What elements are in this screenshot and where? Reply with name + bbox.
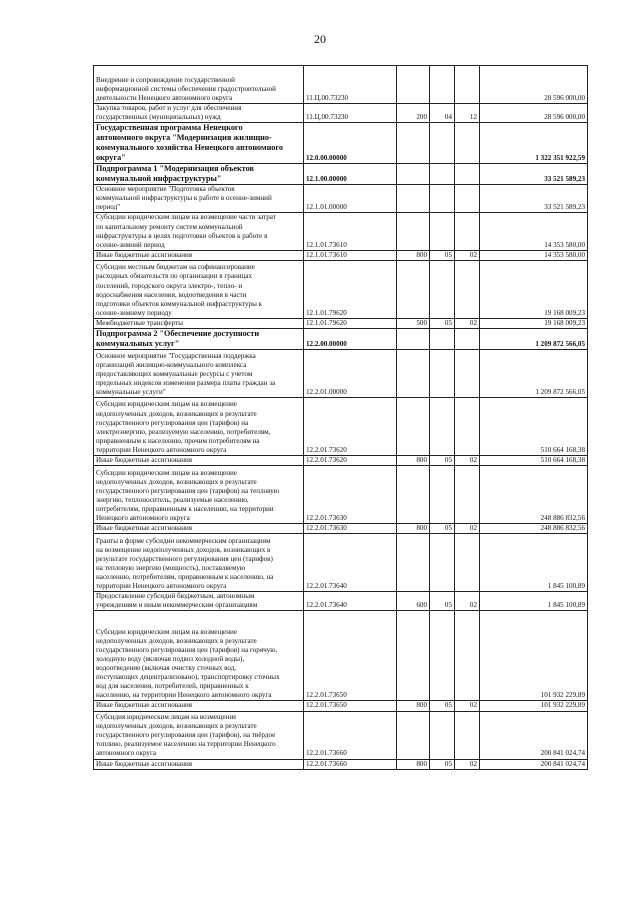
row-amount-cell: 28 596 000,00 (480, 66, 588, 104)
row-name-cell: Субсидии юридическим лицам на возмещение части затрат по капитальному ремонту систем коммунальной инфраструктуры в целях подготовки объектов к работе в осенне-зимний период (94, 213, 304, 250)
row-amount-cell: 14 353 580,00 (480, 250, 588, 260)
row-amount-cell: 1 209 872 566,05 (480, 329, 588, 350)
row-subsection-cell: 02 (455, 524, 480, 534)
row-name-cell: Государственная программа Ненецкого автономного округа "Модернизация жилищно- коммунального хозяйства Ненецкого автономного округа" (94, 123, 304, 164)
row-expense-type-cell: 800 (397, 701, 430, 711)
row-expense-type-cell (397, 329, 430, 350)
row-name-cell: Иные бюджетные ассигнования (94, 524, 304, 534)
row-code-cell: 12.1.01.79620 (304, 260, 397, 318)
row-subsection-cell: 02 (455, 250, 480, 260)
row-name-cell: Закупка товаров, работ и услуг для обеспечения государственных (муниципальных) нужд (94, 104, 304, 123)
row-amount-cell: 1 845 100,89 (480, 534, 588, 592)
table-row (94, 534, 588, 592)
row-subsection-cell (455, 711, 480, 759)
budget-table-body (94, 66, 588, 770)
row-section-cell (430, 329, 455, 350)
row-section-cell (430, 711, 455, 759)
row-code-cell: 12.2.01.00000 (304, 350, 397, 398)
row-subsection-cell (455, 260, 480, 318)
row-section-cell (430, 123, 455, 164)
row-subsection-cell: 02 (455, 318, 480, 328)
row-name-cell: Межбюджетные трансферты (94, 318, 304, 328)
row-expense-type-cell (397, 534, 430, 592)
table-row (94, 524, 588, 534)
budget-table (93, 65, 588, 770)
row-name-cell: Иные бюджетные ассигнования (94, 456, 304, 466)
row-code-cell: 12.2.00.00000 (304, 329, 397, 350)
row-section-cell (430, 164, 455, 185)
row-name-cell: Иные бюджетные ассигнования (94, 250, 304, 260)
row-subsection-cell (455, 213, 480, 250)
row-expense-type-cell (397, 398, 430, 456)
table-row (94, 398, 588, 456)
row-section-cell (430, 213, 455, 250)
row-expense-type-cell: 800 (397, 456, 430, 466)
row-code-cell: 12.1.00.00000 (304, 164, 397, 185)
row-subsection-cell (455, 66, 480, 104)
row-code-cell: 12.2.01.73660 (304, 759, 397, 769)
row-code-cell: 12.1.01.00000 (304, 185, 397, 213)
row-name-cell: Субсидия юридическим лицам на возмещение недополученных доходов, возникающих в результате государственного регулирования цен (тарифов), на твёрдое топливо, реализуемое населению на территории Ненецкого автономного округа (94, 711, 304, 759)
row-code-cell: 11.Ц.00.73230 (304, 66, 397, 104)
row-expense-type-cell: 200 (397, 104, 430, 123)
table-row (94, 592, 588, 611)
row-amount-cell: 33 521 589,23 (480, 164, 588, 185)
row-name-cell: Основное мероприятие "Государственная поддержка организаций жилищно-коммунального комплекса предоставляющих коммунальные ресурсы с учетом предельных индексов изменения размера платы граждан за коммунальные услуги" (94, 350, 304, 398)
table-row (94, 318, 588, 328)
row-amount-cell: 1 209 872 566,05 (480, 350, 588, 398)
table-row (94, 759, 588, 769)
table-row (94, 701, 588, 711)
row-expense-type-cell (397, 350, 430, 398)
row-amount-cell: 101 932 229,89 (480, 611, 588, 701)
row-amount-cell: 19 168 009,23 (480, 260, 588, 318)
row-section-cell (430, 260, 455, 318)
row-code-cell: 12.2.01.73630 (304, 466, 397, 524)
row-section-cell: 05 (430, 524, 455, 534)
row-section-cell: 04 (430, 104, 455, 123)
row-name-cell: Иные бюджетные ассигнования (94, 701, 304, 711)
row-expense-type-cell: 500 (397, 318, 430, 328)
row-section-cell (430, 611, 455, 701)
table-row (94, 329, 588, 350)
row-amount-cell: 28 596 000,00 (480, 104, 588, 123)
table-row (94, 350, 588, 398)
row-subsection-cell (455, 123, 480, 164)
row-amount-cell: 200 841 024,74 (480, 711, 588, 759)
row-subsection-cell: 02 (455, 592, 480, 611)
row-name-cell: Подпрограмма 1 "Модернизация объектов коммунальной инфраструктуры" (94, 164, 304, 185)
row-code-cell: 12.2.01.73650 (304, 611, 397, 701)
row-code-cell: 12.2.01.73660 (304, 711, 397, 759)
row-section-cell (430, 350, 455, 398)
row-subsection-cell: 12 (455, 104, 480, 123)
row-code-cell: 12.1.01.79620 (304, 318, 397, 328)
row-subsection-cell (455, 534, 480, 592)
row-amount-cell: 1 322 351 922,59 (480, 123, 588, 164)
row-section-cell: 05 (430, 250, 455, 260)
row-amount-cell: 248 886 832,56 (480, 524, 588, 534)
row-name-cell: Основное мероприятие "Подготовка объектов коммунальной инфраструктуры к работе в осенне-зимний период" (94, 185, 304, 213)
row-subsection-cell (455, 350, 480, 398)
row-subsection-cell: 02 (455, 759, 480, 769)
row-expense-type-cell (397, 185, 430, 213)
row-code-cell: 12.2.01.73640 (304, 534, 397, 592)
row-subsection-cell (455, 398, 480, 456)
row-code-cell: 12.0.00.00000 (304, 123, 397, 164)
row-section-cell (430, 66, 455, 104)
row-section-cell (430, 185, 455, 213)
table-row (94, 66, 588, 104)
row-name-cell: Субсидии юридическим лицам на возмещение недополученных доходов, возникающих в результате государственного регулирования цен (тарифов) на горячую, холодную воду (включая подвоз холодной воды), водоотведение (включая очистку сточных вод, поступающих децентрализовано), транспортировку сточных вод для населения, потребителей, приравненных к населению, на территории Ненецкого автономного округа (94, 611, 304, 701)
row-subsection-cell (455, 185, 480, 213)
row-section-cell (430, 534, 455, 592)
row-amount-cell: 248 886 832,56 (480, 466, 588, 524)
row-section-cell: 05 (430, 456, 455, 466)
row-expense-type-cell: 800 (397, 524, 430, 534)
row-expense-type-cell: 600 (397, 592, 430, 611)
row-code-cell: 12.2.01.73650 (304, 701, 397, 711)
row-amount-cell: 19 168 009,23 (480, 318, 588, 328)
row-subsection-cell: 02 (455, 701, 480, 711)
row-section-cell: 05 (430, 592, 455, 611)
row-expense-type-cell (397, 466, 430, 524)
row-expense-type-cell (397, 711, 430, 759)
row-code-cell: 12.2.01.73630 (304, 524, 397, 534)
row-name-cell: Иные бюджетные ассигнования (94, 759, 304, 769)
row-subsection-cell (455, 164, 480, 185)
row-subsection-cell (455, 611, 480, 701)
table-row (94, 466, 588, 524)
row-amount-cell: 101 932 229,89 (480, 701, 588, 711)
row-name-cell: Субсидии юридическим лицам на возмещение недополученных доходов, возникающих в результате государственного регулирования цен (тарифов) на электроэнергию, реализуемую населению, потребителям, приравненным к населению, прочим потребителям на территории Ненецкого автономного округа (94, 398, 304, 456)
table-row (94, 250, 588, 260)
row-name-cell: Подпрограмма 2 "Обеспечение доступности коммунальных услуг" (94, 329, 304, 350)
row-amount-cell: 33 521 589,23 (480, 185, 588, 213)
row-expense-type-cell: 800 (397, 759, 430, 769)
row-subsection-cell: 02 (455, 456, 480, 466)
table-row (94, 611, 588, 701)
table-row (94, 185, 588, 213)
row-amount-cell: 1 845 100,89 (480, 592, 588, 611)
table-row (94, 123, 588, 164)
row-expense-type-cell (397, 123, 430, 164)
row-section-cell (430, 398, 455, 456)
row-amount-cell: 510 664 168,38 (480, 398, 588, 456)
table-row (94, 164, 588, 185)
row-amount-cell: 14 353 580,00 (480, 213, 588, 250)
row-name-cell: Субсидии юридическим лицам на возмещение недополученных доходов, возникающих в результате государственного регулирования цен (тарифов) на тепловую энергию, теплоноситель, реализуемые населению, потребителям, приравненным к населению, на территории Ненецкого автономного округа (94, 466, 304, 524)
row-code-cell: 11.Ц.00.73230 (304, 104, 397, 123)
row-name-cell: Предоставление субсидий бюджетным, автономным учреждениям и иным некоммерческим организациям (94, 592, 304, 611)
row-code-cell: 12.2.01.73620 (304, 398, 397, 456)
row-expense-type-cell (397, 260, 430, 318)
row-name-cell: Гранты в форме субсидии некоммерческим организациям на возмещение недополученных доходов, возникающих в результате государственного регулирования цен (тарифов) на тепловую энергию (мощность), поставляемую населению, потребителям, приравненным к населению, на территории Ненецкого автономного округа (94, 534, 304, 592)
row-code-cell: 12.1.01.73610 (304, 250, 397, 260)
row-amount-cell: 510 664 168,38 (480, 456, 588, 466)
row-amount-cell: 200 841 024,74 (480, 759, 588, 769)
row-expense-type-cell: 800 (397, 250, 430, 260)
row-code-cell: 12.2.01.73640 (304, 592, 397, 611)
row-subsection-cell (455, 466, 480, 524)
row-expense-type-cell (397, 164, 430, 185)
row-expense-type-cell (397, 213, 430, 250)
table-row (94, 104, 588, 123)
row-code-cell: 12.1.01.73610 (304, 213, 397, 250)
table-row (94, 456, 588, 466)
row-section-cell: 05 (430, 701, 455, 711)
row-name-cell: Субсидии местным бюджетам на софинансирование расходных обязательств по организации в границах поселений, городского округа электро-, тепло- и водоснабжения населения, водоотведения в части подготовки объектов коммунальной инфраструктуры к осенне-зимнему периоду (94, 260, 304, 318)
row-expense-type-cell (397, 611, 430, 701)
table-row (94, 711, 588, 759)
row-section-cell: 05 (430, 318, 455, 328)
table-row (94, 213, 588, 250)
page-number: 20 (314, 32, 326, 46)
table-row (94, 260, 588, 318)
row-expense-type-cell (397, 66, 430, 104)
row-code-cell: 12.2.01.73620 (304, 456, 397, 466)
row-section-cell: 05 (430, 759, 455, 769)
row-name-cell: Внедрение и сопровождение государственной информационной системы обеспечения градостроительной деятельности Ненецкого автономного округа (94, 66, 304, 104)
row-subsection-cell (455, 329, 480, 350)
row-section-cell (430, 466, 455, 524)
